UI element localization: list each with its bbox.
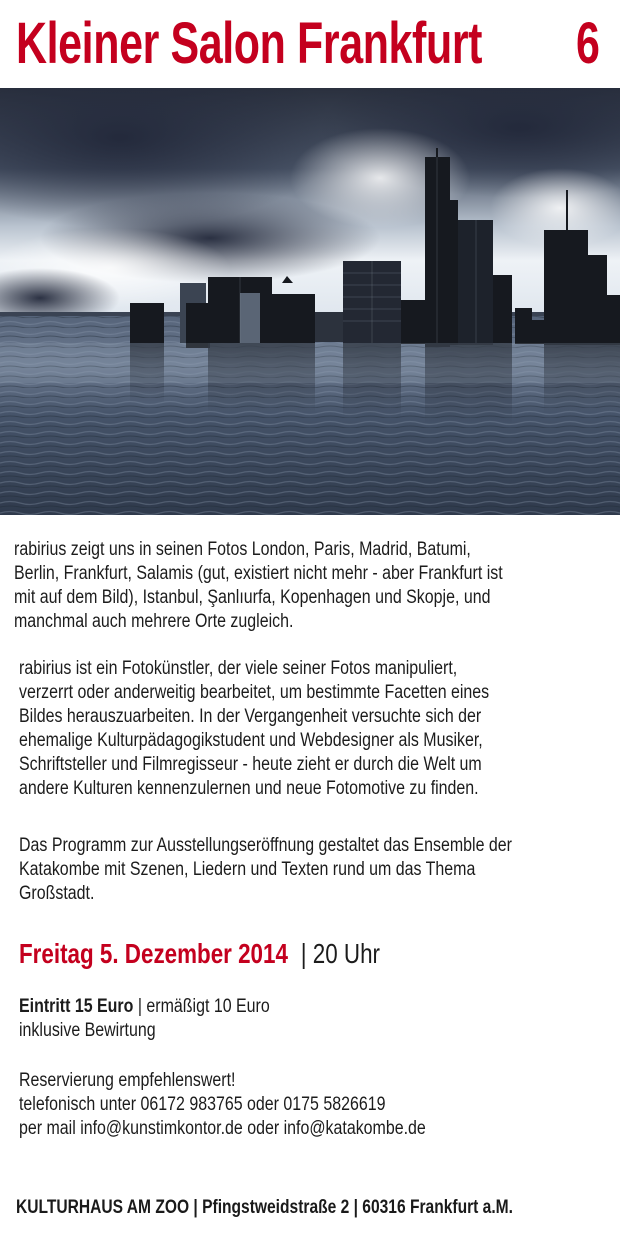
event-time: | 20 Uhr — [300, 938, 381, 969]
intro-line: mit auf dem Bild), Istanbul, Şanlıurfa, Kopenhagen und Skopje, und — [14, 587, 491, 608]
bio-line: rabirius ist ein Fotokünstler, der viele seiner Fotos manipuliert, — [19, 658, 458, 679]
program-line: Das Programm zur Ausstellungseröffnung gestaltet das Ensemble der — [19, 835, 512, 856]
intro-line: manchmal auch mehrere Orte zugleich. — [14, 611, 294, 632]
bio-line: Bildes herauszuarbeiten. In der Vergangenheit versuchte sich der — [19, 706, 482, 727]
skyline-photo — [0, 88, 620, 515]
page-number: 6 — [576, 11, 600, 76]
intro-line: Berlin, Frankfurt, Salamis (gut, existiert nicht mehr - aber Frankfurt ist — [14, 563, 503, 584]
program-line: Katakombe mit Szenen, Liedern und Texten rund um das Thema — [19, 859, 476, 880]
bio-line: Schriftsteller und Filmregisseur - heute zieht er durch die Welt um — [19, 754, 482, 775]
page-title — [16, 12, 620, 82]
page-title-text: Kleiner Salon Frankfurt — [16, 11, 483, 76]
reservation-email[interactable]: per mail info@kunstimkontor.de oder info@katakombe.de — [19, 1118, 426, 1139]
bio-line: andere Kulturen kennenzulernen und neue Fotomotive zu finden. — [19, 778, 479, 799]
venue-address: KULTURHAUS AM ZOO | Pfingstweidstraße 2 | 60316 Frankfurt a.M. — [16, 1197, 513, 1218]
admission-price: Eintritt 15 Euro — [19, 996, 134, 1017]
event-date-line — [19, 934, 470, 974]
intro-paragraph — [14, 538, 596, 634]
reservation-info — [19, 1069, 503, 1141]
price-line — [19, 995, 270, 1019]
price-note: inklusive Bewirtung — [19, 1020, 156, 1041]
bio-line: verzerrt oder anderweitig bearbeitet, um bestimmte Facetten eines — [19, 682, 490, 703]
flooded-skyline-image — [0, 88, 620, 515]
reservation-heading: Reservierung empfehlenswert! — [19, 1070, 236, 1091]
program-paragraph — [19, 834, 606, 906]
intro-line: rabirius zeigt uns in seinen Fotos London, Paris, Madrid, Batumi, — [14, 539, 471, 560]
bio-paragraph — [19, 657, 579, 801]
program-line: Großstadt. — [19, 883, 95, 904]
reservation-phone: telefonisch unter 06172 983765 oder 0175 5826619 — [19, 1094, 386, 1115]
event-date: Freitag 5. Dezember 2014 — [19, 938, 288, 969]
reduced-price: | ermäßigt 10 Euro — [133, 996, 270, 1017]
price-info — [19, 995, 317, 1043]
bio-line: ehemalige Kulturpädagogikstudent und Webdesigner als Musiker, — [19, 730, 483, 751]
